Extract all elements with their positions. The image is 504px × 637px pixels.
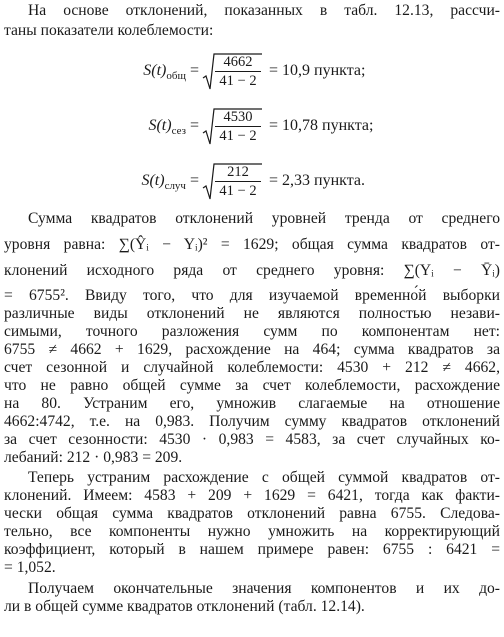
para1-line-5: различные виды отклонений не являются полностью незави-	[4, 305, 500, 322]
square-root	[201, 52, 263, 92]
para2-line-5: коэффициент, который в нашем примере равен: 6755 : 6421 =	[4, 541, 500, 558]
sum-expression-source: ∑(Yᵢ − Ȳᵢ)	[403, 262, 500, 279]
formula-lhs: $S(t)_{сез}$ =	[148, 117, 199, 138]
para1-line-11: 4662:4742, т.е. на 0,983. Получим сумму квадратов отклонений	[4, 413, 500, 430]
formula-random-variation	[0, 162, 504, 202]
para1-line-6: симыми, точного разложения сумм по компонентам нет:	[4, 323, 500, 340]
para2-line-1: Теперь устраним расхождение с общей суммой квадратов от-	[28, 469, 500, 486]
formula-result: = 10,78 пункта;	[269, 117, 374, 134]
formula-seasonal-variation	[0, 107, 504, 147]
para1-line-10: на 80. Устраним его, умножив слагаемые на отношение	[4, 395, 500, 412]
para1-line-2: уровня равна: ∑(Ŷᵢ − Yᵢ)² = 1629; общая сумма квадратов от-	[4, 236, 500, 253]
para2-line-2: клонений. Имеем: 4583 + 209 + 1629 = 6421, тогда как факти-	[4, 487, 500, 504]
fraction-numerator: 4662	[215, 54, 261, 72]
fraction	[215, 164, 261, 199]
square-root	[201, 162, 263, 202]
para2-line-4: тельно, все компоненты нужно умножить на корректирующий	[4, 523, 500, 540]
para1-line-7: 6755 ≠ 4662 + 1629, расхождение на 464; сумма квадратов за	[4, 341, 500, 358]
fraction-denominator: 41 − 2	[219, 183, 257, 199]
para1-line-13: лебаний: 212 · 0,983 = 209.	[4, 449, 183, 466]
formula-lhs: $S(t)_{случ}$ =	[141, 172, 199, 193]
sum-expression-trend: ∑(Ŷᵢ − Yᵢ)² = 1629;	[118, 236, 279, 253]
intro-line-2: таны показатели колеблемости:	[4, 22, 214, 39]
fraction-denominator: 41 − 2	[219, 128, 257, 144]
formula-result: = 2,33 пункта.	[269, 172, 365, 189]
fraction-numerator: 4530	[215, 109, 261, 127]
para1-line-4: = 6755². Ввиду того, что для изучаемой временно́й выборки	[4, 287, 500, 304]
para1-line-12: за счет сезонности: 4530 · 0,983 = 4583, за счет случайных ко-	[4, 431, 500, 448]
para3-line-1: Получаем окончательные значения компонентов и их до-	[28, 580, 500, 597]
fraction	[215, 109, 261, 144]
para1-line-3: клонений исходного ряда от среднего уровня: ∑(Yᵢ − Ȳᵢ)	[4, 262, 500, 279]
para1-line-8: счет сезонной и случайной колеблемости: 4530 + 212 ≠ 4662,	[4, 359, 500, 376]
para1-line-1: Сумма квадратов отклонений уровней тренда от среднего	[28, 210, 500, 227]
fraction	[215, 54, 261, 89]
formula-lhs: $S(t)_{общ}$ =	[143, 62, 199, 83]
formula-total-variation	[0, 52, 504, 92]
para1-line-9: что не равно общей сумме за счет колеблемости, расхождение	[4, 377, 500, 394]
para3-line-2: ли в общей сумме квадратов отклонений (табл. 12.14).	[4, 598, 365, 615]
fraction-numerator: 212	[215, 164, 261, 182]
intro-line-1: На основе отклонений, показанных в табл. 12.13, рассчи-	[28, 2, 500, 19]
square-root	[201, 107, 263, 147]
para2-line-6: = 1,052.	[4, 559, 56, 576]
fraction-denominator: 41 − 2	[219, 73, 257, 89]
formula-result: = 10,9 пункта;	[269, 62, 366, 79]
para2-line-3: чески общая сумма квадратов отклонений равна 6755. Следова-	[4, 505, 500, 522]
